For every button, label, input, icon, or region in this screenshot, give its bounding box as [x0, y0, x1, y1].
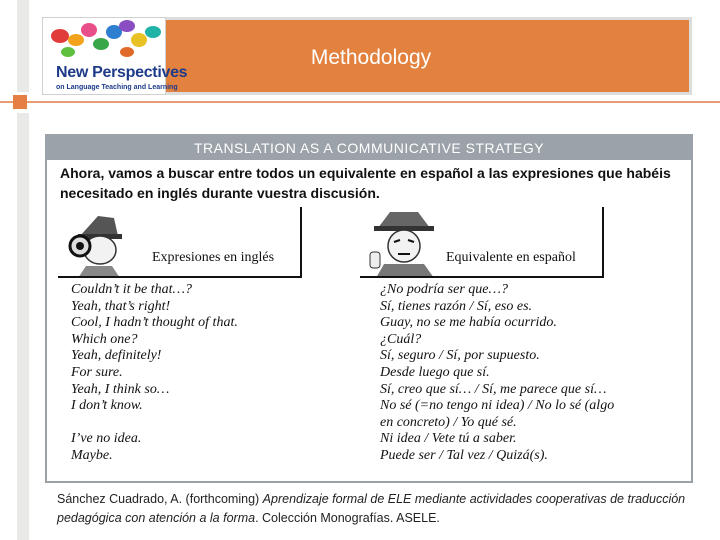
english-phrase: I’ve no idea. [71, 431, 142, 447]
english-phrase: Yeah, that’s right! [71, 298, 171, 314]
english-column-heading: Expresiones en inglés [152, 250, 275, 265]
english-phrase-list [71, 282, 356, 465]
english-phrase: Maybe. [71, 447, 113, 463]
slide-title: Methodology [310, 46, 432, 69]
english-phrase [71, 415, 356, 432]
header-divider [0, 101, 720, 103]
spanish-phrase: Desde luego que sí. [380, 364, 490, 380]
logo-title: New Perspectives [56, 64, 188, 81]
detective-stop-icon [360, 206, 452, 278]
spanish-phrase-list [380, 282, 680, 465]
spanish-phrase: Guay, no se me había ocurrido. [380, 315, 557, 331]
spanish-column-heading: Equivalente en español [446, 250, 576, 265]
logo [42, 17, 188, 95]
spanish-phrase: Ni idea / Vete tú a saber. [380, 431, 517, 447]
divider [300, 207, 302, 277]
english-phrase: I don’t know. [71, 398, 143, 414]
speech-bubbles-icon [43, 18, 167, 66]
logo-subtitle: on Language Teaching and Learning [56, 84, 178, 91]
english-phrase: Couldn’t it be that…? [71, 282, 192, 297]
divider [602, 207, 604, 277]
spanish-phrase: Sí, tienes razón / Sí, eso es. [380, 298, 533, 314]
english-phrase: Cool, I hadn’t thought of that. [71, 315, 238, 331]
citation-publisher: . Colección Monografías. ASELE. [255, 511, 440, 525]
section-heading-bar [45, 134, 693, 160]
left-accent-bar-top [17, 0, 29, 92]
spanish-phrase: ¿Cuál? [380, 331, 422, 347]
spanish-phrase: en concreto) / Yo qué sé. [380, 414, 517, 430]
heading-rule [58, 276, 302, 278]
english-phrase: Yeah, I think so… [71, 381, 170, 397]
detective-magnifier-icon [58, 206, 150, 278]
citation [57, 490, 697, 528]
citation-title: Aprendizaje formal de ELE mediante actividades cooperativas de traducción pedagógica con atención a la forma [57, 492, 686, 525]
citation-author: Sánchez Cuadrado, A. (forthcoming) [57, 492, 263, 506]
spanish-phrase: No sé (=no tengo ni idea) / No lo sé (algo [380, 398, 615, 414]
english-phrase: For sure. [71, 364, 123, 380]
heading-rule [360, 276, 604, 278]
section-heading: TRANSLATION AS A COMMUNICATIVE STRATEGY [193, 140, 545, 156]
english-phrase: Yeah, definitely! [71, 348, 162, 364]
spanish-phrase: ¿No podría ser que…? [380, 282, 508, 297]
spanish-phrase: Sí, creo que sí… / Sí, me parece que sí… [380, 381, 607, 397]
left-accent-bar-bottom [17, 113, 29, 540]
divider-square [13, 95, 27, 109]
spanish-phrase: Sí, seguro / Sí, por supuesto. [380, 348, 540, 364]
spanish-phrase: Puede ser / Tal vez / Quizá(s). [380, 447, 548, 463]
english-phrase: Which one? [71, 331, 138, 347]
instruction-text: Ahora, vamos a buscar entre todos un equivalente en español a las expresiones que habéis necesitado en inglés durante vuestra discusión. [60, 165, 671, 201]
